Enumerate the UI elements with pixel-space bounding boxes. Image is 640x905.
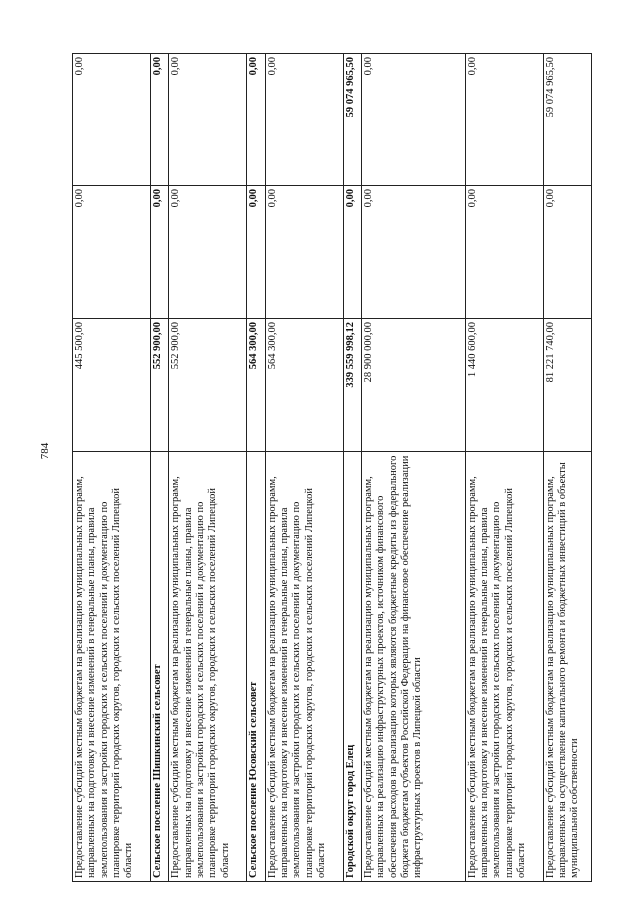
row-value-1: 81 221 740,00 bbox=[543, 319, 591, 452]
row-value-2: 0,00 bbox=[150, 186, 168, 319]
row-value-1: 552 900,00 bbox=[150, 319, 168, 452]
row-description: Предоставление субсидий местным бюджетам на реализацию муниципальных программ, направленных на подготовку и внесение изменений в генеральные планы, правила землепользования и застройки городских и сельских поселений и документацию по планировке территорий городских округов, городских и сельских поселений Липецкой области bbox=[169, 452, 247, 882]
budget-table bbox=[72, 53, 592, 882]
row-value-2: 0,00 bbox=[265, 186, 343, 319]
row-value-3: 0,00 bbox=[150, 54, 168, 186]
table-row bbox=[465, 54, 543, 882]
table-row bbox=[169, 54, 247, 882]
table-row bbox=[73, 54, 151, 882]
row-value-2: 0,00 bbox=[343, 186, 361, 319]
row-description: Предоставление субсидий местным бюджетам на реализацию муниципальных программ, направленных на подготовку и внесение изменений в генеральные планы, правила землепользования и застройки городских и сельских поселений и документацию по планировке территорий городских округов, городских и сельских поселений Липецкой области bbox=[73, 452, 151, 882]
row-description: Предоставление субсидий местным бюджетам на реализацию муниципальных программ, направленных на подготовку и внесение изменений в генеральные планы, правила землепользования и застройки городских и сельских поселений и документацию по планировке территорий городских округов, городских и сельских поселений Липецкой области bbox=[265, 452, 343, 882]
row-value-1: 445 500,00 bbox=[73, 319, 151, 452]
row-value-3: 0,00 bbox=[465, 54, 543, 186]
row-value-1: 1 440 600,00 bbox=[465, 319, 543, 452]
row-value-3: 59 074 965,50 bbox=[543, 54, 591, 186]
row-value-2: 0,00 bbox=[543, 186, 591, 319]
row-value-2: 0,00 bbox=[169, 186, 247, 319]
row-value-2: 0,00 bbox=[247, 186, 265, 319]
row-value-3: 0,00 bbox=[265, 54, 343, 186]
row-description: Предоставление субсидий местным бюджетам на реализацию муниципальных программ, направленных на реализацию инфраструктурных проектов, источником финансового обеспечения расходов на реализацию которых являются бюджетные кредиты из федерального бюджета бюджетам субъектов Российской Федерации на финансовое обеспечение реализации инфраструктурных проектов в Липецкой области bbox=[362, 452, 466, 882]
row-value-3: 0,00 bbox=[169, 54, 247, 186]
row-description: Городской округ город Елец bbox=[343, 452, 361, 882]
row-value-3: 0,00 bbox=[247, 54, 265, 186]
row-value-1: 564 300,00 bbox=[247, 319, 265, 452]
table-row-municipality bbox=[247, 54, 265, 882]
rotated-table-container bbox=[72, 54, 592, 882]
table-row-municipality bbox=[343, 54, 361, 882]
table-row bbox=[543, 54, 591, 882]
row-description: Предоставление субсидий местным бюджетам на реализацию муниципальных программ, направленных на подготовку и внесение изменений в генеральные планы, правила землепользования и застройки городских и сельских поселений и документацию по планировке территорий городских округов, городских и сельских поселений Липецкой области bbox=[465, 452, 543, 882]
row-value-2: 0,00 bbox=[73, 186, 151, 319]
row-value-1: 564 300,00 bbox=[265, 319, 343, 452]
table-row-municipality bbox=[150, 54, 168, 882]
row-value-1: 552 900,00 bbox=[169, 319, 247, 452]
row-value-2: 0,00 bbox=[465, 186, 543, 319]
row-value-3: 59 074 965,50 bbox=[343, 54, 361, 186]
table-row bbox=[362, 54, 466, 882]
page-number: 784 bbox=[39, 442, 51, 460]
table-row bbox=[265, 54, 343, 882]
row-value-2: 0,00 bbox=[362, 186, 466, 319]
row-value-3: 0,00 bbox=[73, 54, 151, 186]
row-value-1: 28 900 000,00 bbox=[362, 319, 466, 452]
row-description: Сельское поселение Юсовский сельсовет bbox=[247, 452, 265, 882]
row-value-1: 339 559 998,12 bbox=[343, 319, 361, 452]
row-description: Сельское поселение Шишкинский сельсовет bbox=[150, 452, 168, 882]
row-value-3: 0,00 bbox=[362, 54, 466, 186]
row-description: Предоставление субсидий местным бюджетам на реализацию муниципальных программ, направленных на осуществление капитального ремонта и бюджетных инвестиций в объекты муниципальной собственности bbox=[543, 452, 591, 882]
